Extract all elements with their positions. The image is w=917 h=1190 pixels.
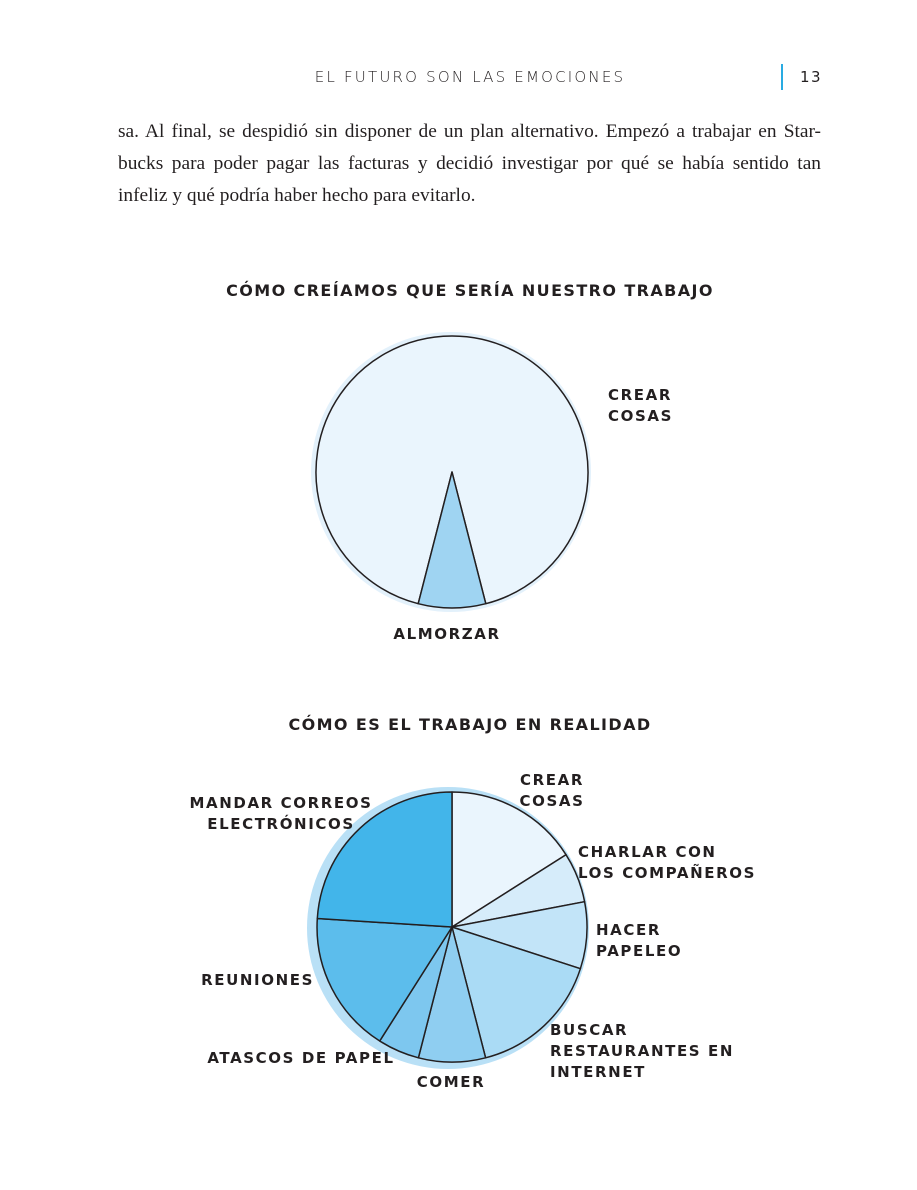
- expected-work-pie-chart: [0, 270, 917, 650]
- slice-label-charlar-con-los-companeros: CHARLAR CON LOS COMPAÑEROS: [578, 843, 757, 882]
- pie-slices: [311, 332, 591, 612]
- slice-label-crear-cosas: CREAR COSAS: [519, 771, 585, 810]
- page-number: 13: [800, 68, 823, 86]
- body-paragraph: [118, 116, 821, 212]
- chart-title: CÓMO ES EL TRABAJO EN REALIDAD: [288, 715, 652, 734]
- body-line: sa. Al final, se despidió sin disponer de un plan alternativo. Empezó a trabajar en Star-: [118, 121, 821, 142]
- real-work-pie-chart: [0, 705, 917, 1105]
- slice-label-comer: COMER: [416, 1073, 486, 1091]
- slice-label-reuniones: REUNIONES: [201, 971, 314, 989]
- slice-label-atascos-de-papel: ATASCOS DE PAPEL: [207, 1049, 395, 1067]
- header-rule: [781, 64, 783, 90]
- slice-label-crear-cosas: CREAR COSAS: [608, 386, 673, 425]
- pie-slice-mandar-correos-electronicos: [317, 792, 452, 927]
- body-line: bucks para poder pagar las facturas y decidió investigar por qué se había sentido tan: [118, 153, 821, 174]
- running-title: EL FUTURO SON LAS EMOCIONES: [314, 68, 626, 86]
- running-head: [0, 64, 917, 94]
- pie-slices: [317, 792, 587, 1062]
- slice-label-mandar-correos-electronicos: MANDAR CORREOS ELECTRÓNICOS: [189, 794, 373, 833]
- slice-label-hacer-papeleo: HACER PAPELEO: [596, 921, 683, 960]
- chart-title: CÓMO CREÍAMOS QUE SERÍA NUESTRO TRABAJO: [226, 281, 714, 300]
- body-line: infeliz y qué podría haber hecho para evitarlo.: [118, 185, 476, 206]
- slice-label-almorzar: ALMORZAR: [393, 625, 501, 643]
- slice-label-buscar-restaurantes-en-internet: BUSCAR RESTAURANTES EN INTERNET: [550, 1021, 735, 1081]
